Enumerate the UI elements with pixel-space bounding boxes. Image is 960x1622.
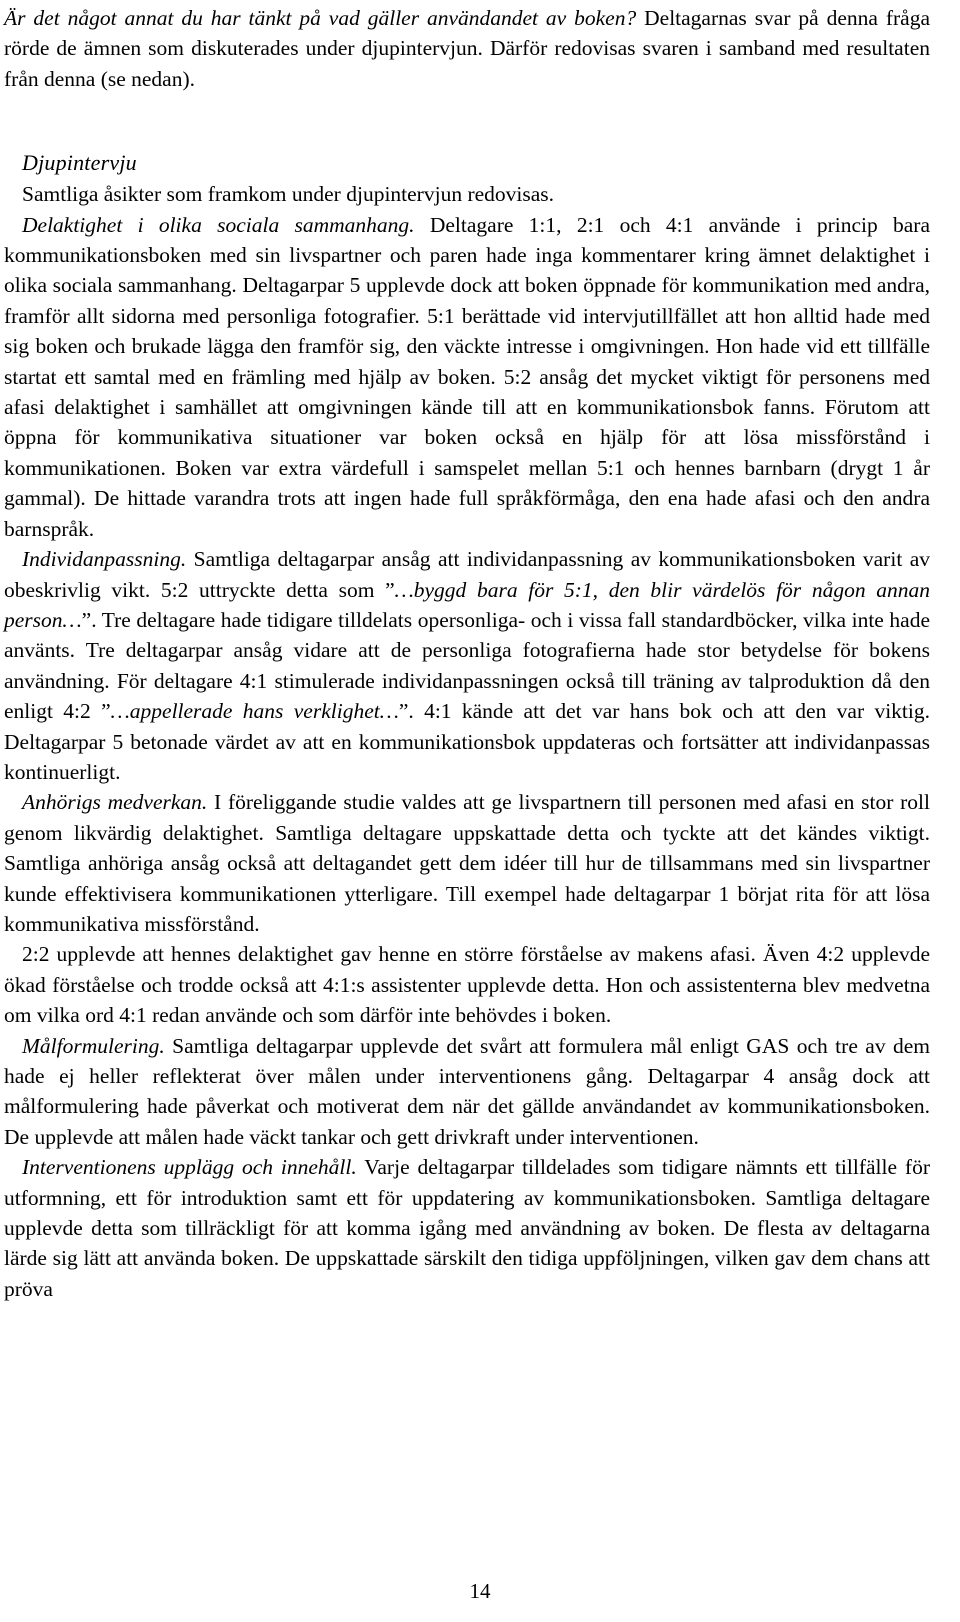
inline-quote: …byggd bara för 5:1, den blir värdelös för någon annan person… <box>4 577 931 632</box>
paragraph-text: ”. 4:1 kände att det var hans bok och att den var viktig. Deltagarpar 5 betonade värdet av att en kommunikationsbok uppdateras och fortsätter att individanpassas kontinuerligt. <box>4 699 930 784</box>
paragraph-heading: Individanpassning. <box>22 547 187 572</box>
paragraph-anhorigs-medverkan <box>4 787 930 939</box>
intro-answer: Deltagarnas svar på denna fråga rörde de ämnen som diskuterades under djupintervjun. Därför redovisas svaren i samband med resultaten från denna (se nedan). <box>4 6 930 91</box>
paragraph-text: I föreliggande studie valdes att ge livspartnern till personen med afasi en stor roll genom likvärdig delaktighet. Samtliga deltagare uppskattade detta och tyckte att det kändes viktigt. Samtliga anhöriga ansåg också att deltagandet gett dem idéer till hur de tillsammans med sin livspartner kunde effektivisera kommunikationen ytterligare. Till exempel hade deltagarpar 1 börjat rita för att lösa kommunikativa missförstånd. <box>4 790 930 936</box>
intro-question: Är det något annat du har tänkt på vad gäller användandet av boken? <box>4 6 637 30</box>
paragraph-heading: Målformulering. <box>22 1033 165 1058</box>
paragraph-delaktighet <box>4 210 930 544</box>
paragraph-text: Deltagare 1:1, 2:1 och 4:1 använde i princip bara kommunikationsboken med sin livspartner och paren hade inga kommentarer kring ämnet delaktighet i olika sociala sammanhang. Deltagarpar 5 upplevde dock att boken öppnade för kommunikation med andra, framför allt sidorna med personliga fotografier. 5:1 berättade vid intervjutillfället att hon alltid hade med sig boken och brukade lägga den framför sig, den väckte intresse i omgivningen. Hon hade vid ett tillfälle startat ett samtal med en främling med hjälp av boken. 5:2 ansåg det mycket viktigt för personens med afasi delaktighet i samhället att omgivningen kände till att en kommunikationsbok fanns. Förutom att öppna för kommunikativa situationer var boken också en hjälp för att lösa missförstånd i kommunikationen. Boken var extra värdefull i samspelet mellan 5:1 och hennes barnbarn (drygt 1 år gammal). De hittade varandra trots att ingen hade full språkförmåga, den ena hade afasi och den andra barnspråk. <box>4 212 931 541</box>
paragraph-forstaelse: 2:2 upplevde att hennes delaktighet gav henne en större förståelse av makens afasi. Även 4:2 upplevde ökad förståelse och trodde också att 4:1:s assistenter upplevde detta. Hon och assistenterna blev medvetna om vilka ord 4:1 redan använde och som därför inte behövdes i boken. <box>4 942 930 1028</box>
paragraph-heading: Delaktighet i olika sociala sammanhang. <box>22 212 415 237</box>
paragraph-malformulering <box>4 1031 930 1153</box>
intro-paragraph <box>4 3 930 94</box>
page-number: 14 <box>469 1579 491 1603</box>
paragraph-text: Varje deltagarpar tilldelades som tidigare nämnts ett tillfälle för utformning, ett för introduktion samt ett för uppdatering av kommunikationsboken. Samtliga deltagare upplevde detta som tillräckligt för att komma igång med användning av boken. De flesta av deltagarna lärde sig lätt att använda boken. De uppskattade särskilt den tidiga uppföljningen, vilken gav dem chans att pröva <box>4 1155 930 1301</box>
paragraph-upplagg <box>4 1152 930 1304</box>
inline-quote: …appellerade hans verklighet… <box>110 699 399 724</box>
section-heading: Djupintervju <box>22 150 137 176</box>
paragraph-individanpassning <box>4 544 930 787</box>
paragraph-text: ”. Tre deltagare hade tidigare tilldelats opersonliga- och i vissa fall standardböcker, vilka inte hade använts. Tre deltagarpar ansåg vidare att de personliga fotografierna hade stor betydelse för bokens användning. För deltagare 4:1 stimulerade individanpassningen också till träning av talproduktion då den enligt 4:2 ” <box>4 607 930 724</box>
paragraph-heading: Interventionens upplägg och innehåll. <box>22 1155 357 1180</box>
section-intro: Samtliga åsikter som framkom under djupintervjun redovisas. <box>22 182 555 207</box>
paragraph-heading: Anhörigs medverkan. <box>22 790 208 815</box>
paragraph-text: Samtliga deltagarpar ansåg att individanpassning av kommunikationsboken varit av obeskrivlig vikt. 5:2 uttryckte detta som ” <box>4 547 930 602</box>
paragraph-text: Samtliga deltagarpar upplevde det svårt att formulera mål enligt GAS och tre av dem hade ej heller reflekterat över målen under interventionens gång. Deltagarpar 4 ansåg dock att målformulering hade påverkat och motiverat dem när det gällde användandet av kommunikationsboken. De upplevde att målen hade väckt tankar och gett drivkraft under interventionen. <box>4 1033 930 1149</box>
